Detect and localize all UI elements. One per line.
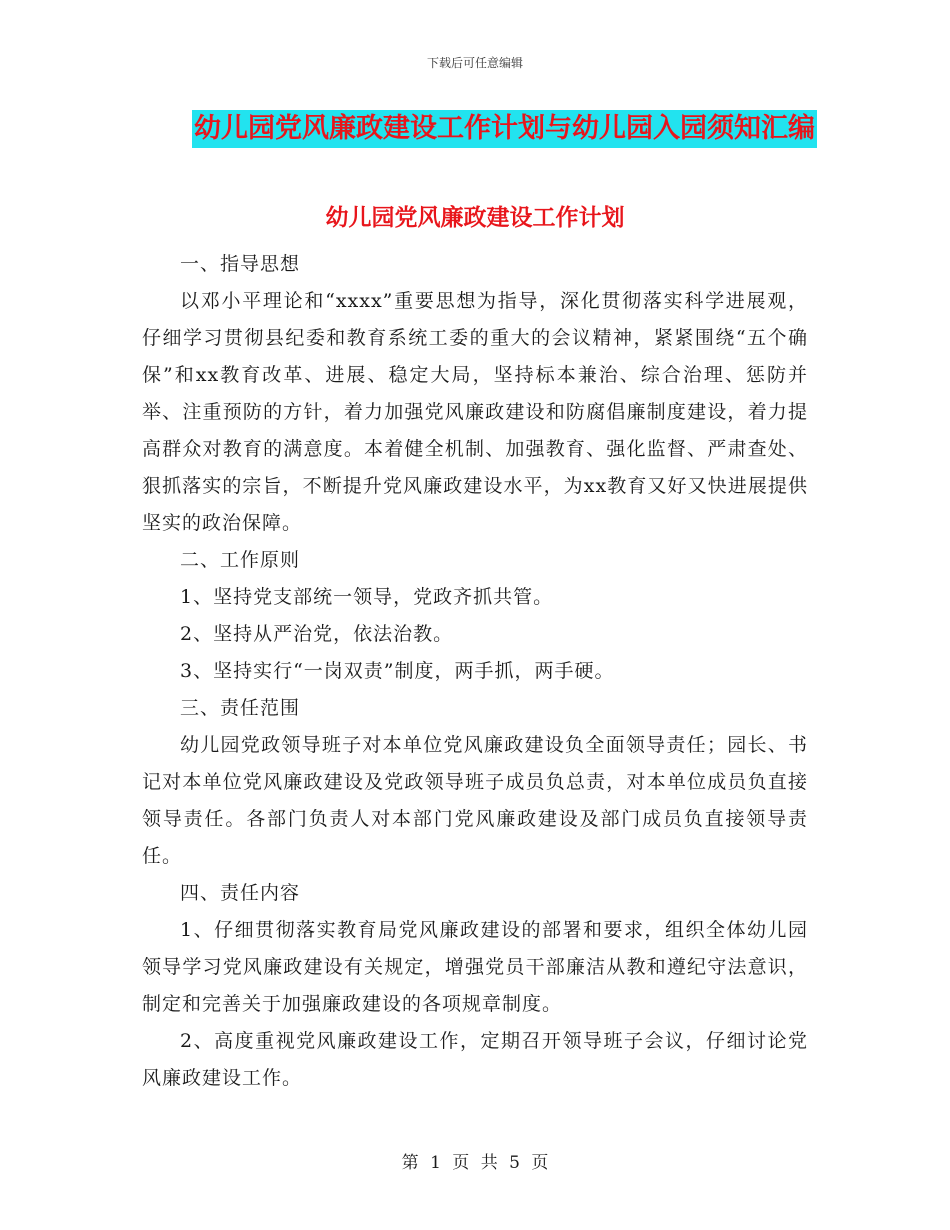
heading-guiding-ideology: 一、指导思想 <box>180 253 301 275</box>
principle-item-2: 2、坚持从严治党，依法治教。 <box>180 623 454 645</box>
heading-responsibility-scope: 三、责任范围 <box>180 697 301 719</box>
heading-work-principles: 二、工作原则 <box>180 549 301 571</box>
principle-item-1: 1、坚持党支部统一领导，党政齐抓共管。 <box>180 586 554 608</box>
page-number-footer: 第 1 页 共 5 页 <box>401 1153 549 1173</box>
document-main-title: 幼儿园党风廉政建设工作计划与幼儿园入园须知汇编 <box>192 110 817 148</box>
content-item-1: 1、仔细贯彻落实教育局党风廉政建设的部署和要求，组织全体幼儿园领导学习党风廉政建设有关规定，增强党员干部廉洁从教和遵纪守法意识，制定和完善关于加强廉政建设的各项规章制度。 <box>142 919 808 1015</box>
content-item-2: 2、高度重视党风廉政建设工作，定期召开领导班子会议，仔细讨论党风廉政建设工作。 <box>142 1030 808 1089</box>
document-body <box>142 246 808 1097</box>
header-note: 下载后可任意编辑 <box>426 56 523 70</box>
section-title: 幼儿园党风廉政建设工作计划 <box>325 205 625 231</box>
paragraph-guiding-ideology: 以邓小平理论和“xxxx”重要思想为指导，深化贯彻落实科学进展观，仔细学习贯彻县纪委和教育系统工委的重大的会议精神，紧紧围绕“五个确保”和xx教育改革、进展、稳定大局，坚持标本兼治、综合治理、惩防并举、注重预防的方针，着力加强党风廉政建设和防腐倡廉制度建设，着力提高群众对教育的满意度。本着健全机制、加强教育、强化监督、严肃查处、狠抓落实的宗旨，不断提升党风廉政建设水平，为xx教育又好又快进展提供坚实的政治保障。 <box>142 290 808 534</box>
paragraph-responsibility-scope: 幼儿园党政领导班子对本单位党风廉政建设负全面领导责任；园长、书记对本单位党风廉政建设及党政领导班子成员负总责，对本单位成员负直接领导责任。各部门负责人对本部门党风廉政建设及部门成员负直接领导责任。 <box>142 734 808 867</box>
heading-responsibility-content: 四、责任内容 <box>180 882 301 904</box>
principle-item-3: 3、坚持实行“一岗双责”制度，两手抓，两手硬。 <box>180 660 615 682</box>
